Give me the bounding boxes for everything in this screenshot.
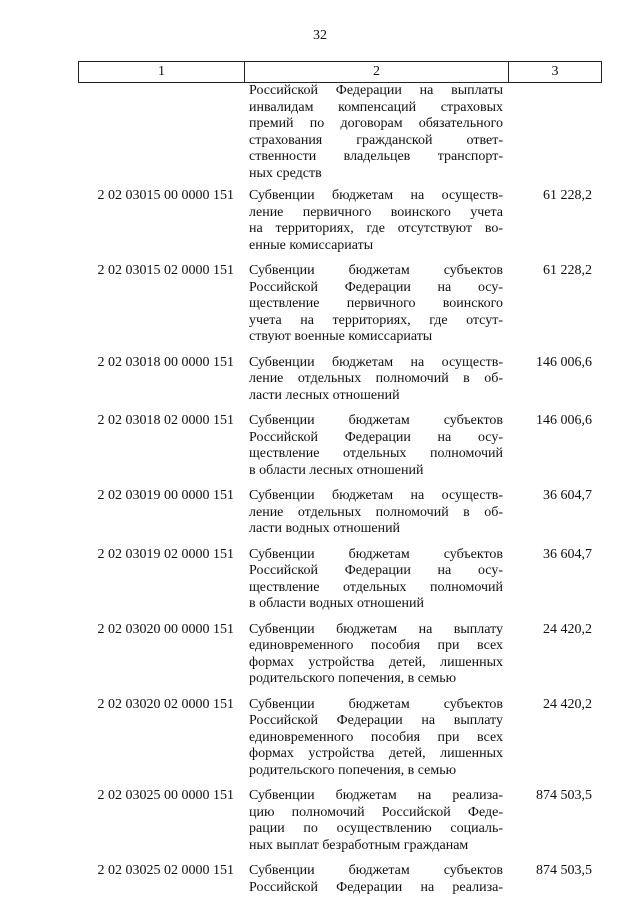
- row-description: [244, 788, 508, 854]
- table-row: [78, 788, 600, 854]
- row-description: [244, 863, 508, 896]
- description-line: ных выплат безработным гражданам: [249, 837, 469, 853]
- table-row: [78, 83, 600, 182]
- description-line: Субвенции бюджетам субъектов: [249, 546, 503, 562]
- description-line: учета на территориях, где отсут-: [249, 312, 503, 328]
- description-line: Российской Федерации на выплату: [249, 713, 503, 728]
- row-description: [244, 263, 508, 346]
- description-line: Российской Федерации на осу-: [249, 563, 503, 578]
- description-line: на территориях, где отсутствуют во-: [249, 221, 503, 236]
- description-line: Субвенции бюджетам субъектов: [249, 863, 503, 878]
- row-description: [244, 83, 508, 182]
- row-description: [244, 488, 508, 538]
- description-line: ществление отдельных полномочий: [249, 579, 503, 595]
- header-col-2: 2: [245, 62, 509, 82]
- table-row: [78, 622, 600, 688]
- header-col-1: 1: [79, 62, 245, 82]
- page-number: 32: [313, 28, 327, 43]
- description-line: Субвенции бюджетам на реализа-: [249, 788, 503, 803]
- table-row: [78, 697, 600, 780]
- description-line: ществление отдельных полномочий: [249, 446, 503, 461]
- row-amount: 874 503,5: [536, 863, 592, 878]
- description-line: формах устройства детей, лишенных: [249, 746, 503, 761]
- description-line: Субвенции бюджетам на осуществ-: [249, 188, 503, 203]
- description-line: Субвенции бюджетам на выплату: [249, 621, 503, 637]
- row-description: [244, 547, 508, 613]
- description-line: Субвенции бюджетам субъектов: [249, 696, 503, 712]
- row-description: [244, 355, 508, 405]
- table-row: [78, 547, 600, 613]
- table-row: [78, 488, 600, 538]
- row-code: 2 02 03020 02 0000 151: [97, 696, 234, 712]
- row-code: 2 02 03020 00 0000 151: [97, 621, 234, 637]
- description-line: ных средств: [249, 165, 322, 181]
- row-amount: 24 420,2: [543, 696, 592, 712]
- row-code: 2 02 03025 00 0000 151: [97, 788, 234, 803]
- table-header: [78, 61, 602, 83]
- row-code: 2 02 03025 02 0000 151: [97, 863, 234, 878]
- description-line: Субвенции бюджетам на осуществ-: [249, 354, 503, 370]
- description-line: родительского попечения, в семью: [249, 762, 457, 778]
- description-line: инвалидам компенсаций страховых: [249, 99, 503, 115]
- table-row: [78, 863, 600, 896]
- description-line: рации по осуществлению социаль-: [249, 821, 503, 836]
- description-line: единовременного пособия при всех: [249, 638, 503, 653]
- row-amount: 874 503,5: [536, 788, 592, 803]
- row-description: [244, 413, 508, 479]
- description-line: ственности владельцев транспорт-: [249, 149, 503, 164]
- row-description: [244, 622, 508, 688]
- row-code: 2 02 03015 02 0000 151: [97, 263, 234, 278]
- row-code: 2 02 03019 02 0000 151: [97, 546, 234, 562]
- description-line: Российской Федерации на выплаты: [249, 83, 503, 98]
- description-line: цию полномочий Российской Феде-: [249, 804, 503, 820]
- description-line: формах устройства детей, лишенных: [249, 654, 503, 670]
- row-amount: 61 228,2: [543, 188, 592, 203]
- description-line: в области водных отношений: [249, 596, 424, 611]
- row-amount: 146 006,6: [536, 354, 592, 370]
- row-amount: 146 006,6: [536, 413, 592, 428]
- description-line: ласти водных отношений: [249, 521, 401, 536]
- description-line: Российской Федерации на осу-: [249, 429, 503, 445]
- table-row: [78, 413, 600, 479]
- row-code: 2 02 03018 00 0000 151: [97, 354, 234, 370]
- row-code: 2 02 03015 00 0000 151: [97, 188, 234, 203]
- table-body: [78, 83, 600, 905]
- description-line: родительского попечения, в семью: [249, 671, 457, 686]
- description-line: Субвенции бюджетам субъектов: [249, 413, 503, 428]
- description-line: Российской Федерации на осу-: [249, 279, 503, 295]
- description-line: ствуют военные комиссариаты: [249, 329, 433, 344]
- description-line: страхования гражданской ответ-: [249, 132, 503, 148]
- table-row: [78, 355, 600, 405]
- description-line: ление первичного воинского учета: [249, 204, 503, 220]
- row-description: [244, 188, 508, 254]
- row-code: 2 02 03018 02 0000 151: [97, 413, 234, 428]
- row-amount: [508, 83, 600, 182]
- row-amount: 36 604,7: [543, 546, 592, 562]
- description-line: енные комиссариаты: [249, 237, 374, 253]
- row-code: 2 02 03019 00 0000 151: [97, 488, 234, 503]
- row-amount: 36 604,7: [543, 488, 592, 503]
- row-code: [78, 83, 244, 182]
- table-row: [78, 188, 600, 254]
- description-line: Российской Федерации на реализа-: [249, 879, 503, 895]
- row-amount: 24 420,2: [543, 621, 592, 637]
- description-line: в области лесных отношений: [249, 462, 424, 478]
- description-line: ществление первичного воинского: [249, 296, 503, 311]
- header-col-3: 3: [551, 64, 559, 79]
- description-line: единовременного пособия при всех: [249, 729, 503, 745]
- description-line: ласти лесных отношений: [249, 387, 400, 403]
- row-amount: 61 228,2: [543, 263, 592, 278]
- description-line: премий по договорам обязательного: [249, 116, 503, 131]
- description-line: ление отдельных полномочий в об-: [249, 504, 503, 520]
- table-row: [78, 263, 600, 346]
- description-line: Субвенции бюджетам субъектов: [249, 263, 503, 278]
- description-line: Субвенции бюджетам на осуществ-: [249, 488, 503, 503]
- row-description: [244, 697, 508, 780]
- description-line: ление отдельных полномочий в об-: [249, 371, 503, 386]
